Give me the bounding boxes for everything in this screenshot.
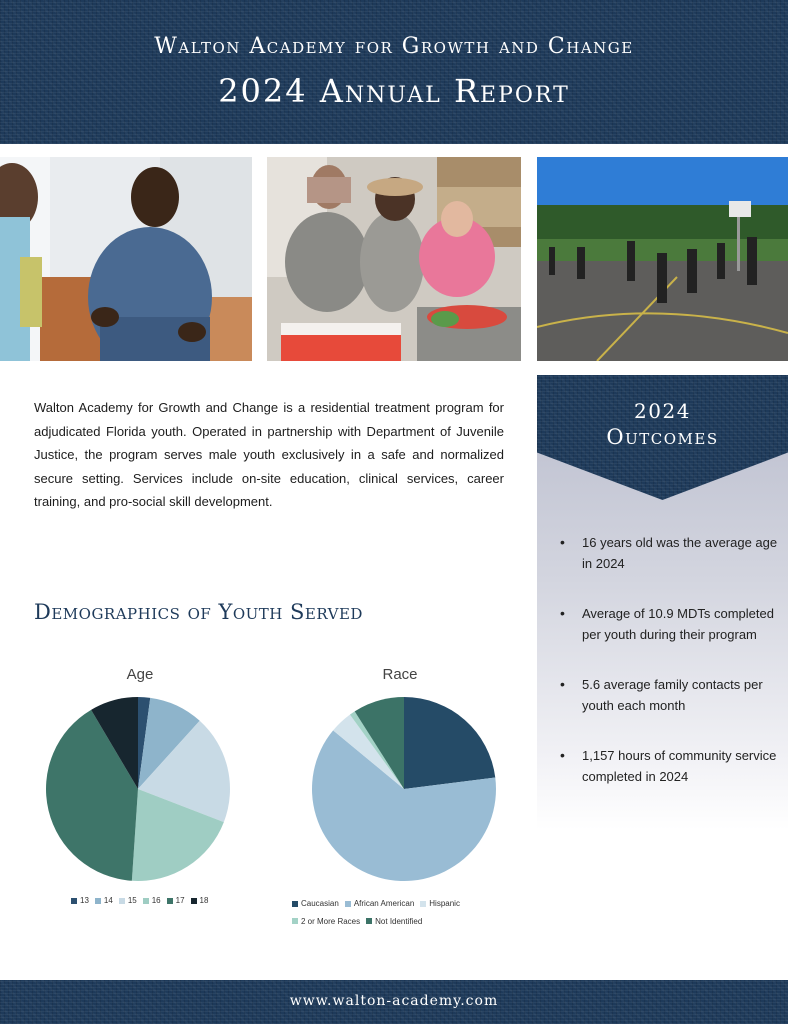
legend-swatch: [292, 901, 298, 907]
youth-with-staff-watermelon-photo: [267, 157, 521, 361]
legend-swatch: [292, 918, 298, 924]
outcome-item: • 1,157 hours of community service completed in 2024: [558, 745, 780, 787]
pie-slice-race-caucasian: [404, 697, 495, 789]
legend-item: [95, 896, 113, 905]
legend-swatch: [167, 898, 173, 904]
outcome-item: • Average of 10.9 MDTs completed per youth during their program: [558, 603, 780, 645]
legend-label: Not Identified: [375, 916, 423, 926]
legend-item: [167, 896, 185, 905]
website-link[interactable]: www.walton-academy.com: [289, 993, 499, 1009]
race-legend: [292, 895, 510, 930]
outcomes-title: Outcomes: [606, 425, 719, 449]
outdoor-basketball-photo: [537, 157, 788, 361]
legend-item: [292, 895, 339, 912]
legend-swatch: [95, 898, 101, 904]
outcomes-panel: [537, 375, 788, 830]
organization-name: Walton Academy for Growth and Change: [154, 34, 634, 59]
legend-label: 2 or More Races: [301, 916, 361, 926]
legend-item: [420, 895, 460, 912]
age-pie-chart: [40, 660, 240, 910]
header-banner: [0, 0, 788, 144]
legend-swatch: [119, 898, 125, 904]
legend-swatch: [420, 901, 426, 907]
outcome-item: • 5.6 average family contacts per youth each month: [558, 674, 780, 716]
age-legend: [71, 896, 214, 906]
age-pie-svg: [40, 694, 240, 884]
legend-item: [292, 913, 360, 930]
legend-label: 14: [103, 896, 113, 905]
outcomes-list: [558, 532, 780, 816]
legend-label: 18: [199, 896, 209, 905]
race-pie-svg: [290, 694, 510, 884]
legend-item: [143, 896, 161, 905]
legend-label: Hispanic: [429, 899, 460, 908]
program-description: Walton Academy for Growth and Change is a residential treatment program for adjudicated Florida youth. Operated in partnership with Department of Juvenile Justice, the program serves male youth exclusively in a safe and normalized secure setting. Services include on-site education, clinical services, career training, and pro-social skill development.: [34, 400, 504, 509]
demographics-heading: Demographics of Youth Served: [34, 600, 363, 624]
legend-item: [119, 896, 137, 905]
counseling-session-photo: [0, 157, 252, 361]
legend-swatch: [366, 918, 372, 924]
legend-swatch: [191, 898, 197, 904]
legend-label: 13: [80, 896, 89, 905]
legend-item: [366, 913, 422, 930]
legend-label: 16: [151, 896, 161, 905]
legend-swatch: [345, 901, 351, 907]
legend-label: 15: [127, 896, 137, 905]
legend-label: 17: [175, 896, 185, 905]
legend-item: [71, 896, 89, 905]
legend-swatch: [71, 898, 77, 904]
age-chart-title: Age: [126, 666, 154, 683]
legend-item: [345, 895, 414, 912]
race-chart-title: Race: [382, 666, 418, 683]
legend-item: [191, 896, 209, 905]
legend-swatch: [143, 898, 149, 904]
footer-banner: [0, 980, 788, 1024]
legend-label: African American: [353, 899, 415, 908]
race-pie-chart: [290, 660, 510, 926]
outcomes-year: 2024: [634, 399, 691, 423]
report-title: 2024 Annual Report: [218, 72, 570, 110]
legend-label: Caucasian: [301, 899, 339, 908]
outcome-item: • 16 years old was the average age in 2024: [558, 532, 780, 574]
